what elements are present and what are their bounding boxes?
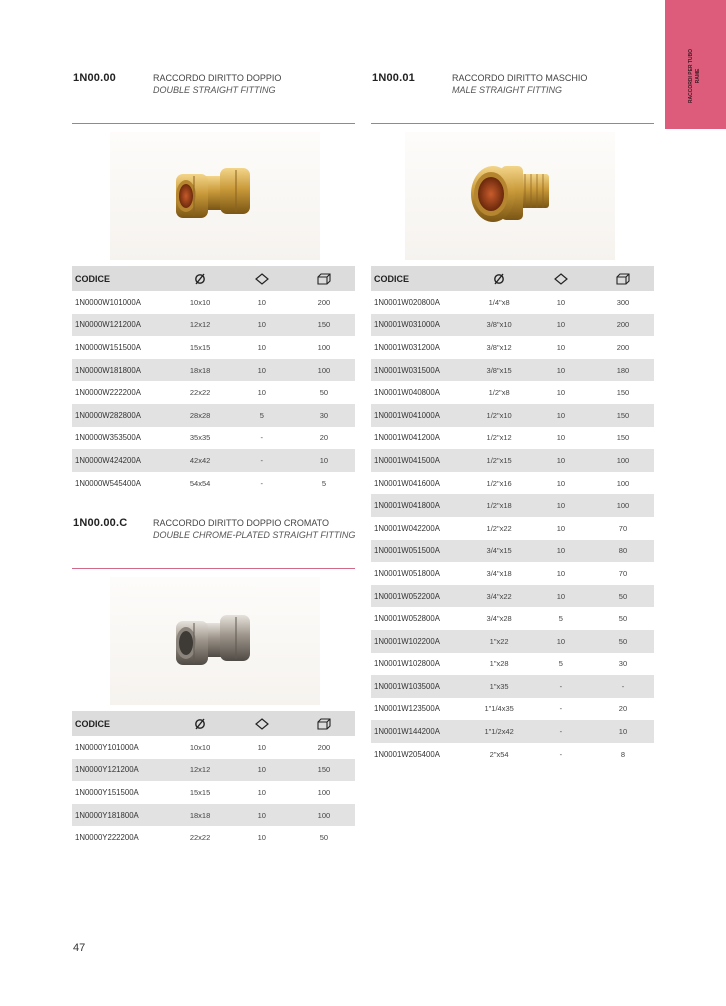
box-qty-cell: 200: [592, 314, 654, 337]
box-qty-cell: 20: [618, 704, 628, 714]
diameter-cell: 1"x35: [468, 675, 529, 698]
diameter-cell: 22x22: [189, 833, 211, 843]
code-cell: 1N0001W102200A: [371, 630, 468, 653]
box-qty-cell: 8: [620, 749, 626, 759]
table-row: [72, 427, 355, 450]
package-qty-cell: -: [260, 433, 264, 443]
diameter-cell: 1/2"x15: [468, 449, 529, 472]
product-title-en: DOUBLE CHROME-PLATED STRAIGHT FITTING: [153, 530, 356, 540]
brass-fitting-image: [170, 162, 260, 228]
package-icon: [255, 273, 269, 285]
diameter-cell: 10x10: [189, 742, 211, 752]
box-qty-cell: 100: [592, 449, 654, 472]
package-qty-cell: 10: [530, 494, 592, 517]
box-qty-cell: 5: [321, 478, 326, 488]
box-qty-cell: 70: [618, 568, 628, 578]
diameter-cell: 10x10: [189, 297, 211, 307]
diameter-cell: 2"x54: [489, 749, 509, 759]
code-cell: 1N0001W041500A: [371, 449, 468, 472]
box-qty-cell: 150: [616, 388, 630, 398]
diameter-cell: 22x22: [189, 388, 211, 398]
package-qty-cell: 10: [231, 759, 293, 782]
product-code: 1N00.00.C: [73, 517, 128, 529]
column-header-diameter: [169, 711, 230, 736]
column-header-box: [293, 266, 355, 291]
package-qty-cell: 10: [257, 388, 266, 398]
table-row: [72, 404, 355, 427]
package-qty-cell: 10: [530, 314, 592, 337]
product-photo: [405, 132, 615, 260]
brass-fitting-image: [467, 158, 557, 234]
package-qty-cell: -: [231, 449, 293, 472]
diameter-cell: 3/4"x15: [468, 540, 529, 563]
box-qty-cell: 10: [293, 449, 355, 472]
package-qty-cell: -: [530, 675, 592, 698]
box-qty-cell: 100: [616, 478, 630, 488]
package-qty-cell: 10: [231, 804, 293, 827]
package-qty-cell: -: [559, 704, 563, 714]
diameter-cell: 15x15: [189, 787, 211, 797]
table-row: [371, 449, 654, 472]
package-qty-cell: -: [559, 749, 563, 759]
code-cell: 1N0000Y181800A: [72, 804, 169, 827]
package-qty-cell: 10: [257, 833, 266, 843]
box-qty-cell: 50: [592, 630, 654, 653]
diameter-cell: 1/2"x12: [486, 433, 512, 443]
section-divider: [72, 123, 355, 124]
spec-table: [72, 711, 355, 849]
table-row: [371, 336, 654, 359]
page-number: 47: [73, 942, 86, 954]
table-row: [371, 540, 654, 563]
package-qty-cell: 5: [231, 404, 293, 427]
diameter-cell: 12x12: [169, 759, 230, 782]
table-row: [72, 781, 355, 804]
code-cell: 1N0001W041200A: [374, 433, 440, 443]
category-tab: [665, 0, 726, 129]
section-divider: [371, 123, 654, 124]
package-qty-cell: 10: [556, 523, 566, 533]
package-icon: [255, 718, 269, 730]
column-header-code: CODICE: [371, 266, 468, 291]
table-row: [72, 381, 355, 404]
box-qty-cell: 200: [616, 342, 630, 352]
product-title-it: RACCORDO DIRITTO DOPPIO CROMATO: [153, 518, 330, 528]
package-qty-cell: 10: [257, 297, 266, 307]
box-qty-cell: 30: [293, 404, 355, 427]
box-qty-cell: 50: [618, 614, 628, 624]
box-qty-cell: 50: [592, 585, 654, 608]
code-cell: 1N0001W205400A: [374, 749, 440, 759]
box-qty-cell: 100: [293, 359, 355, 382]
product-title-en: DOUBLE STRAIGHT FITTING: [153, 85, 276, 95]
column-header-box: [592, 266, 654, 291]
code-cell: 1N0000W424200A: [72, 449, 169, 472]
box-icon: [616, 273, 630, 285]
box-qty-cell: 200: [317, 742, 331, 752]
table-row: [371, 291, 654, 314]
diameter-cell: 3/4"x28: [486, 614, 512, 624]
table-row: [371, 404, 654, 427]
column-header-code: CODICE: [72, 711, 169, 736]
code-cell: 1N0000Y101000A: [75, 742, 139, 752]
code-cell: 1N0001W102800A: [374, 659, 440, 669]
product-title-it: RACCORDO DIRITTO DOPPIO: [153, 73, 282, 83]
code-cell: 1N0000Y151500A: [75, 787, 139, 797]
box-qty-cell: 50: [319, 833, 329, 843]
table-row: [371, 720, 654, 743]
diameter-cell: 1/2"x22: [486, 523, 512, 533]
package-qty-cell: 10: [556, 568, 566, 578]
diameter-cell: 1/2"x8: [488, 388, 510, 398]
table-row: [72, 336, 355, 359]
column-header-diameter: [468, 266, 529, 291]
table-row: [72, 359, 355, 382]
code-cell: 1N0001W123500A: [374, 704, 440, 714]
package-qty-cell: 10: [257, 787, 266, 797]
diameter-cell: 1"x28: [489, 659, 509, 669]
category-tab-label: RACCORDI PER TUBO RAME: [688, 48, 701, 104]
box-qty-cell: 150: [616, 433, 630, 443]
code-cell: 1N0000W545400A: [75, 478, 141, 488]
product-code: 1N00.01: [372, 72, 415, 84]
package-icon: [554, 273, 568, 285]
diameter-cell: 3/8"x10: [468, 314, 529, 337]
box-qty-cell: 10: [592, 720, 654, 743]
table-row: [72, 759, 355, 782]
box-qty-cell: 150: [293, 314, 355, 337]
table-row: [371, 314, 654, 337]
diameter-icon: [194, 718, 206, 730]
code-cell: 1N0001W020800A: [374, 297, 440, 307]
table-row: [371, 427, 654, 450]
package-qty-cell: 10: [530, 404, 592, 427]
diameter-cell: 3/4"x18: [486, 568, 512, 578]
package-qty-cell: 10: [530, 585, 592, 608]
diameter-cell: 1/2"x18: [468, 494, 529, 517]
code-cell: 1N0001W040800A: [374, 388, 440, 398]
box-qty-cell: 30: [618, 659, 628, 669]
table-row: [72, 291, 355, 314]
code-cell: 1N0001W031500A: [371, 359, 468, 382]
column-header-package: [231, 266, 293, 291]
diameter-cell: 1/2"x10: [468, 404, 529, 427]
table-header-row: [72, 711, 355, 736]
table-row: [72, 449, 355, 472]
box-qty-cell: -: [592, 675, 654, 698]
package-qty-cell: 10: [530, 359, 592, 382]
diameter-cell: 1"1/4x35: [484, 704, 514, 714]
column-header-code: CODICE: [72, 266, 169, 291]
diameter-cell: 1"1/2x42: [468, 720, 529, 743]
box-icon: [317, 718, 331, 730]
product-photo: [110, 577, 320, 705]
package-qty-cell: -: [260, 478, 264, 488]
table-row: [371, 472, 654, 495]
table-row: [72, 472, 355, 495]
code-cell: 1N0001W041800A: [371, 494, 468, 517]
diameter-cell: 3/8"x15: [468, 359, 529, 382]
box-qty-cell: 150: [592, 404, 654, 427]
box-icon: [317, 273, 331, 285]
package-qty-cell: 10: [530, 540, 592, 563]
table-header-row: [371, 266, 654, 291]
diameter-cell: 1/2"x16: [486, 478, 512, 488]
package-qty-cell: 10: [556, 342, 566, 352]
diameter-cell: 1"x22: [468, 630, 529, 653]
package-qty-cell: 10: [530, 449, 592, 472]
product-title-it: RACCORDO DIRITTO MASCHIO: [452, 73, 588, 83]
box-qty-cell: 300: [616, 297, 630, 307]
code-cell: 1N0000W151500A: [75, 342, 141, 352]
code-cell: 1N0001W144200A: [371, 720, 468, 743]
table-row: [371, 607, 654, 630]
column-header-package: [530, 266, 592, 291]
code-cell: 1N0001W031200A: [374, 342, 440, 352]
box-qty-cell: 80: [592, 540, 654, 563]
diameter-cell: 18x18: [169, 804, 230, 827]
product-code: 1N00.00: [73, 72, 116, 84]
section-divider: [72, 568, 355, 569]
table-row: [72, 826, 355, 849]
package-qty-cell: 10: [231, 314, 293, 337]
package-qty-cell: 10: [231, 359, 293, 382]
package-qty-cell: 10: [257, 742, 266, 752]
box-qty-cell: 100: [317, 342, 331, 352]
table-row: [72, 736, 355, 759]
box-qty-cell: 70: [618, 523, 628, 533]
package-qty-cell: 10: [556, 433, 566, 443]
code-cell: 1N0001W103500A: [371, 675, 468, 698]
code-cell: 1N0001W052800A: [374, 614, 440, 624]
product-title-en: MALE STRAIGHT FITTING: [452, 85, 563, 95]
code-cell: 1N0001W051800A: [374, 568, 440, 578]
code-cell: 1N0000Y222200A: [75, 833, 139, 843]
box-qty-cell: 150: [293, 759, 355, 782]
box-qty-cell: 50: [319, 388, 329, 398]
table-row: [371, 494, 654, 517]
column-header-box: [293, 711, 355, 736]
spec-table: [371, 266, 654, 765]
package-qty-cell: 5: [558, 614, 563, 624]
code-cell: 1N0000W101000A: [75, 297, 141, 307]
code-cell: 1N0001W041000A: [371, 404, 468, 427]
code-cell: 1N0000Y121200A: [72, 759, 169, 782]
diameter-cell: 35x35: [189, 433, 211, 443]
package-qty-cell: 10: [257, 342, 266, 352]
box-qty-cell: 100: [293, 804, 355, 827]
diameter-icon: [493, 273, 505, 285]
package-qty-cell: -: [530, 720, 592, 743]
diameter-cell: 1/4"x8: [488, 297, 510, 307]
package-qty-cell: 10: [556, 478, 566, 488]
table-row: [371, 585, 654, 608]
table-row: [371, 381, 654, 404]
package-qty-cell: 10: [530, 630, 592, 653]
diameter-cell: 54x54: [189, 478, 211, 488]
box-qty-cell: 100: [317, 787, 331, 797]
table-header-row: [72, 266, 355, 291]
table-row: [72, 804, 355, 827]
code-cell: 1N0000W222200A: [75, 388, 141, 398]
table-row: [371, 675, 654, 698]
box-qty-cell: 200: [317, 297, 331, 307]
diameter-cell: 3/8"x12: [486, 342, 512, 352]
package-qty-cell: 5: [558, 659, 563, 669]
code-cell: 1N0000W121200A: [72, 314, 169, 337]
spec-table: [72, 266, 355, 494]
table-row: [371, 562, 654, 585]
box-qty-cell: 180: [592, 359, 654, 382]
table-row: [371, 517, 654, 540]
box-qty-cell: 20: [319, 433, 329, 443]
code-cell: 1N0001W041600A: [374, 478, 440, 488]
table-row: [371, 359, 654, 382]
code-cell: 1N0001W052200A: [371, 585, 468, 608]
diameter-icon: [194, 273, 206, 285]
table-row: [72, 314, 355, 337]
diameter-cell: 15x15: [189, 342, 211, 352]
code-cell: 1N0000W282800A: [72, 404, 169, 427]
column-header-package: [231, 711, 293, 736]
diameter-cell: 18x18: [169, 359, 230, 382]
code-cell: 1N0000W353500A: [75, 433, 141, 443]
diameter-cell: 3/4"x22: [468, 585, 529, 608]
product-photo: [110, 132, 320, 260]
box-qty-cell: 100: [592, 494, 654, 517]
column-header-diameter: [169, 266, 230, 291]
code-cell: 1N0001W031000A: [371, 314, 468, 337]
code-cell: 1N0000W181800A: [72, 359, 169, 382]
table-row: [371, 630, 654, 653]
chrome-fitting-image: [170, 609, 260, 675]
diameter-cell: 42x42: [169, 449, 230, 472]
table-row: [371, 698, 654, 721]
diameter-cell: 12x12: [169, 314, 230, 337]
diameter-cell: 28x28: [169, 404, 230, 427]
table-row: [371, 653, 654, 676]
package-qty-cell: 10: [556, 297, 566, 307]
table-row: [371, 743, 654, 766]
code-cell: 1N0001W051500A: [371, 540, 468, 563]
package-qty-cell: 10: [556, 388, 566, 398]
code-cell: 1N0001W042200A: [374, 523, 440, 533]
